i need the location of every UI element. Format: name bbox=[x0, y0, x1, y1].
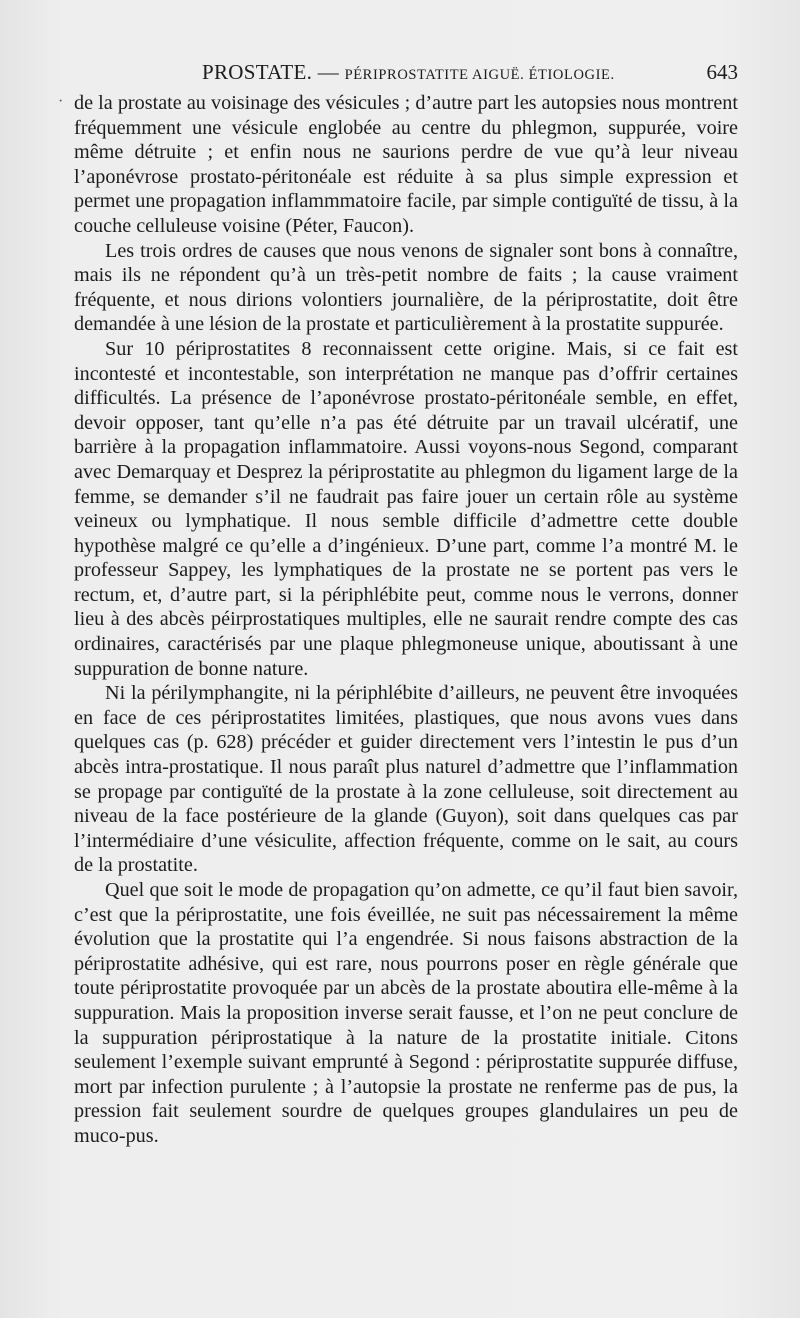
page-number: 643 bbox=[706, 60, 738, 84]
header-dash: — bbox=[317, 60, 339, 84]
paragraph-1: de la prostate au voisinage des vésicules ; d’autre part les autopsies nous montrent fréquemment une vésicule englobée au centre du phlegmon, suppurée, voire même détruite ; et enfin nous ne saurions perdre de vue qu’à leur niveau l’aponévrose prostato-péritonéale est réduite à sa plus simple expression et permet une propagation inflammmatoire facile, par simple contiguïté de tissu, à la couche celluleuse voisine (Péter, Faucon). bbox=[74, 92, 738, 237]
margin-dot: · bbox=[58, 93, 64, 110]
paragraph-5: Quel que soit le mode de propagation qu’on admette, ce qu’il faut bien savoir, c’est que la périprostatite, une fois éveillée, ne suit pas nécessairement la même évolution que la prostatite qui l’a engendrée. Si nous faisons abstraction de la périprostatite adhésive, qui est rare, nous pourrons poser en règle générale que toute périprostatite provoquée par un abcès de la prostate aboutira elle-même à la suppuration. Mais la proposition inverse serait fausse, et l’on ne peut conclure de la suppuration périprostatique à la nature de la prostatite initiale. Citons seulement l’exemple suivant emprunté à Segond : périprostatite suppurée diffuse, mort par infection purulente ; à l’autopsie la prostate ne renferme pas de pus, la pression fait seulement sourdre de quelques groupes glandulaires un peu de muco-pus. bbox=[74, 879, 738, 1147]
paragraph-4: Ni la périlymphangite, ni la périphlébite d’ailleurs, ne peuvent être invoquées en face de ces périprostatites limitées, plastiques, que nous avons vues dans quelques cas (p. 628) précéder et guider directement vers l’intestin le pus d’un abcès intra-prostatique. Il nous paraît plus naturel d’admettre que l’inflammation se propage par contiguïté de la prostate à la zone celluleuse, soit directement au niveau de la face postérieure de la glande (Guyon), soit dans quelques cas par l’intermédiaire d’une vésiculite, affection fréquente, comme on le sait, au cours de la prostatite. bbox=[74, 682, 738, 877]
body-text bbox=[74, 91, 738, 1149]
header-subtitle: PÉRIPROSTATITE AIGUË. ÉTIOLOGIE. bbox=[344, 67, 615, 83]
running-title bbox=[202, 58, 615, 89]
paragraph-2: Les trois ordres de causes que nous venons de signaler sont bons à connaître, mais ils ne répondent qu’à un très-petit nombre de faits ; la cause vraiment fréquente, et nous dirions volontiers journalière, de la périprostatite, doit être demandée à une lésion de la prostate et particulièrement à la prostatite suppurée. bbox=[74, 239, 738, 336]
paragraph-3: Sur 10 périprostatites 8 reconnaissent cette origine. Mais, si ce fait est incontesté et incontestable, son interprétation ne manque pas d’offrir certaines difficultés. La présence de l’aponévrose prostato-péritonéale semble, en effet, devoir opposer, tant qu’elle n’a pas été détruite par un travail ulcératif, une barrière à la propagation inflammatoire. Aussi voyons-nous Segond, comparant avec Demarquay et Desprez la périprostatite au phlegmon du ligament large de la femme, se demander s’il ne faudrait pas faire jouer un certain rôle au système veineux ou lymphatique. Il nous semble difficile d’admettre cette double hypothèse malgré ce qu’elle a d’ingénieux. D’une part, comme l’a montré M. le professeur Sappey, les lymphatiques de la prostate ne se portent pas vers le rectum, et, d’autre part, si la périphlébite peut, comme nous le verrons, donner lieu à des abcès péirprostatiques multiples, elle ne saurait rendre compte des cas ordinaires, caractérisés par une plaque phlegmoneuse unique, aboutissant à une suppuration de bonne nature. bbox=[74, 337, 738, 680]
header-title: PROSTATE. bbox=[202, 60, 313, 84]
running-header bbox=[74, 58, 738, 86]
